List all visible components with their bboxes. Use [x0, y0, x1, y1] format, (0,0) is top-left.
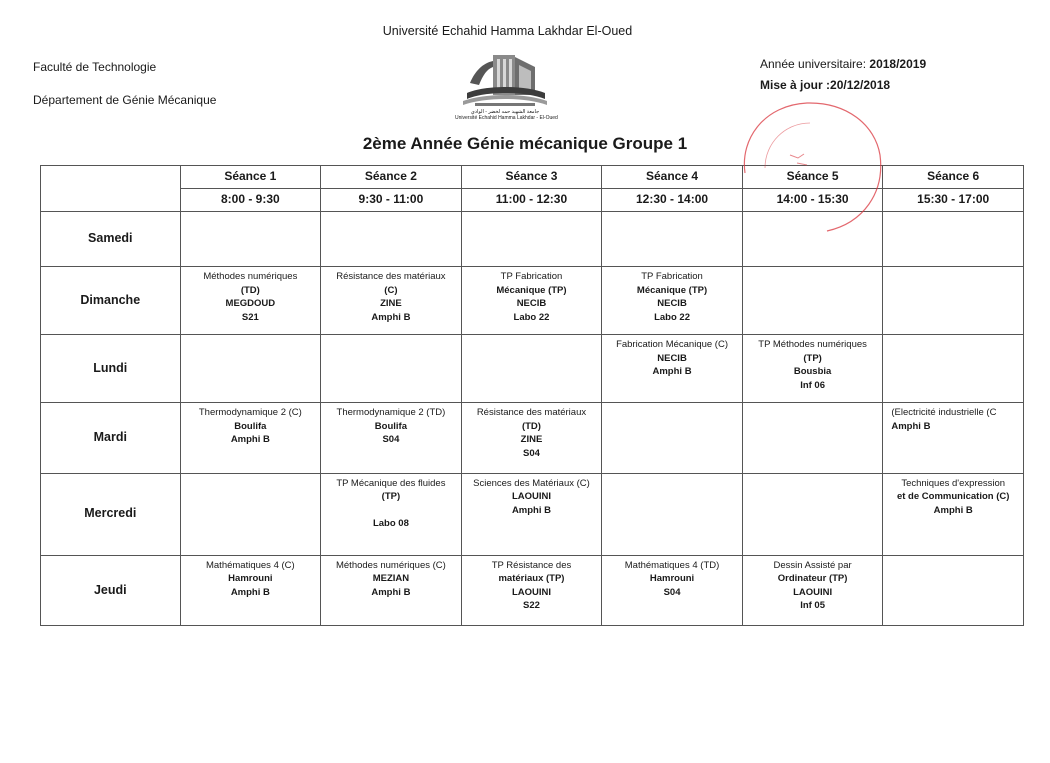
course-line: MEZIAN — [372, 573, 410, 585]
course-line: Thermodynamique 2 (C) — [198, 407, 302, 419]
session-label: Séance 1 — [180, 166, 321, 189]
course-line: TP Fabrication — [641, 271, 703, 283]
course-cell — [742, 403, 883, 473]
course-line: matériaux (TP) — [498, 573, 565, 585]
course-cell — [180, 212, 321, 267]
table-row — [41, 555, 1024, 625]
update-date-value: 20/12/2018 — [830, 78, 891, 92]
course-line: Amphi B — [371, 586, 411, 598]
course-line: Labo 22 — [513, 311, 550, 323]
session-time: 8:00 - 9:30 — [180, 189, 321, 212]
update-date-label: Mise à jour : — [760, 78, 831, 92]
course-cell — [883, 555, 1024, 625]
course-line: S04 — [523, 447, 540, 459]
course-line: NECIB — [516, 298, 547, 310]
logo-caption — [455, 109, 558, 121]
course-cell — [461, 212, 602, 267]
course-cell — [321, 335, 462, 403]
course-line: Mathématiques 4 (C) — [205, 559, 295, 571]
course-cell — [461, 267, 602, 335]
course-line: S22 — [523, 600, 540, 612]
course-cell — [180, 267, 321, 335]
course-line: Mathématiques 4 (TD) — [624, 559, 720, 571]
course-line: Amphi B — [933, 504, 973, 516]
day-label: Samedi — [41, 212, 181, 267]
course-line: NECIB — [657, 352, 687, 364]
day-label: Mercredi — [41, 473, 181, 555]
course-cell — [602, 555, 743, 625]
course-line: Amphi B — [891, 420, 931, 432]
course-cell — [742, 473, 883, 555]
academic-year — [760, 57, 926, 71]
course-line: ZINE — [380, 298, 402, 310]
course-line: Boulifa — [374, 420, 407, 432]
course-line: (C) — [384, 284, 398, 296]
day-label: Lundi — [41, 335, 181, 403]
day-label: Dimanche — [41, 267, 181, 335]
course-line: Amphi B — [230, 434, 270, 446]
session-time: 9:30 - 11:00 — [321, 189, 462, 212]
day-label: Jeudi — [41, 555, 181, 625]
course-line: Bousbia — [793, 366, 832, 378]
course-cell — [461, 335, 602, 403]
table-row — [41, 267, 1024, 335]
course-line: Fabrication Mécanique (C) — [616, 339, 728, 351]
course-line: Inf 05 — [800, 600, 825, 612]
course-cell — [321, 555, 462, 625]
session-label: Séance 5 — [742, 166, 883, 189]
course-line: TP Résistance des — [491, 559, 572, 571]
course-line: Sciences des Matériaux (C) — [473, 477, 590, 489]
course-cell — [602, 335, 743, 403]
session-time: 11:00 - 12:30 — [461, 189, 602, 212]
session-time: 14:00 - 15:30 — [742, 189, 883, 212]
course-cell — [321, 473, 462, 555]
session-label: Séance 2 — [321, 166, 462, 189]
course-line: Méthodes numériques (C) — [335, 559, 446, 571]
course-line: Dessin Assisté par — [773, 559, 852, 571]
course-line: (TD) — [521, 420, 541, 432]
course-line: LAOUINI — [511, 586, 551, 598]
session-label: Séance 6 — [883, 166, 1024, 189]
course-line: S04 — [382, 434, 400, 446]
university-name: Université Echahid Hamma Lakhdar El-Oued — [382, 24, 633, 38]
course-line: Inf 06 — [800, 379, 825, 391]
logo-caption-ar: جامعة الشهيد حمه لخضر - الوادي — [470, 109, 540, 115]
course-line: MEGDOUD — [225, 298, 276, 310]
course-cell — [742, 555, 883, 625]
timetable — [40, 165, 1024, 626]
course-line: NECIB — [657, 298, 687, 310]
course-line: (Electricité industrielle (C — [891, 407, 997, 419]
course-cell — [883, 267, 1024, 335]
table-row — [41, 403, 1024, 473]
course-cell — [602, 473, 743, 555]
course-cell — [602, 403, 743, 473]
course-cell — [883, 335, 1024, 403]
course-cell — [180, 473, 321, 555]
course-line: Mécanique (TP) — [496, 284, 567, 296]
course-line: Hamrouni — [649, 573, 695, 585]
course-cell — [883, 473, 1024, 555]
course-cell — [321, 403, 462, 473]
course-cell — [883, 212, 1024, 267]
course-cell — [180, 335, 321, 403]
corner-cell — [41, 166, 181, 212]
page-title: 2ème Année Génie mécanique Groupe 1 — [362, 134, 688, 153]
course-line: Techniques d'expression — [901, 477, 1006, 489]
session-time: 12:30 - 14:00 — [602, 189, 743, 212]
academic-year-value: 2018/2019 — [869, 57, 927, 71]
course-line: (TD) — [240, 284, 260, 296]
course-cell — [602, 212, 743, 267]
course-line: Méthodes numériques — [203, 271, 298, 283]
course-line: S04 — [663, 586, 681, 598]
faculty-name: Faculté de Technologie — [33, 60, 157, 74]
update-date — [760, 78, 890, 92]
course-line: Résistance des matériaux — [336, 271, 446, 283]
course-line: (TP) — [381, 491, 401, 503]
course-cell — [742, 335, 883, 403]
course-line: Mécanique (TP) — [636, 284, 708, 296]
course-cell — [461, 403, 602, 473]
course-line: Amphi B — [371, 311, 411, 323]
department-name: Département de Génie Mécanique — [33, 93, 217, 107]
course-cell — [321, 212, 462, 267]
course-line: et de Communication (C) — [896, 491, 1010, 503]
course-line: TP Méthodes numériques — [758, 339, 867, 351]
table-row — [41, 473, 1024, 555]
course-line: LAOUINI — [511, 491, 551, 503]
course-cell — [602, 267, 743, 335]
course-line: Amphi B — [511, 504, 551, 516]
course-cell — [180, 403, 321, 473]
course-line: Hamrouni — [228, 573, 273, 585]
course-line: TP Mécanique des fluides — [336, 477, 446, 489]
course-cell — [321, 267, 462, 335]
course-line: Labo 22 — [654, 311, 690, 323]
course-cell — [742, 267, 883, 335]
official-stamp-icon — [735, 93, 885, 233]
course-cell — [461, 555, 602, 625]
session-label: Séance 4 — [602, 166, 743, 189]
timetable-body — [41, 212, 1024, 626]
course-line: (TP) — [803, 352, 822, 364]
logo-caption-fr: Université Echahid Hamma Lakhdar - El-Oued — [455, 115, 558, 121]
course-line: LAOUINI — [793, 586, 833, 598]
course-line: Amphi B — [230, 586, 270, 598]
course-line — [323, 504, 459, 517]
course-cell — [883, 403, 1024, 473]
course-line: Boulifa — [234, 420, 267, 432]
course-line: TP Fabrication — [500, 271, 563, 283]
course-line: Ordinateur (TP) — [777, 573, 848, 585]
academic-year-label: Année universitaire: — [760, 57, 867, 71]
session-time: 15:30 - 17:00 — [883, 189, 1024, 212]
course-line: ZINE — [520, 434, 543, 446]
course-line: Résistance des matériaux — [476, 407, 587, 419]
course-line: Thermodynamique 2 (TD) — [336, 407, 446, 419]
course-line: Labo 08 — [372, 517, 409, 529]
course-line: Amphi B — [652, 366, 692, 378]
course-line: S21 — [241, 311, 259, 323]
table-row — [41, 335, 1024, 403]
course-cell — [461, 473, 602, 555]
day-label: Mardi — [41, 403, 181, 473]
course-cell — [180, 555, 321, 625]
session-label: Séance 3 — [461, 166, 602, 189]
